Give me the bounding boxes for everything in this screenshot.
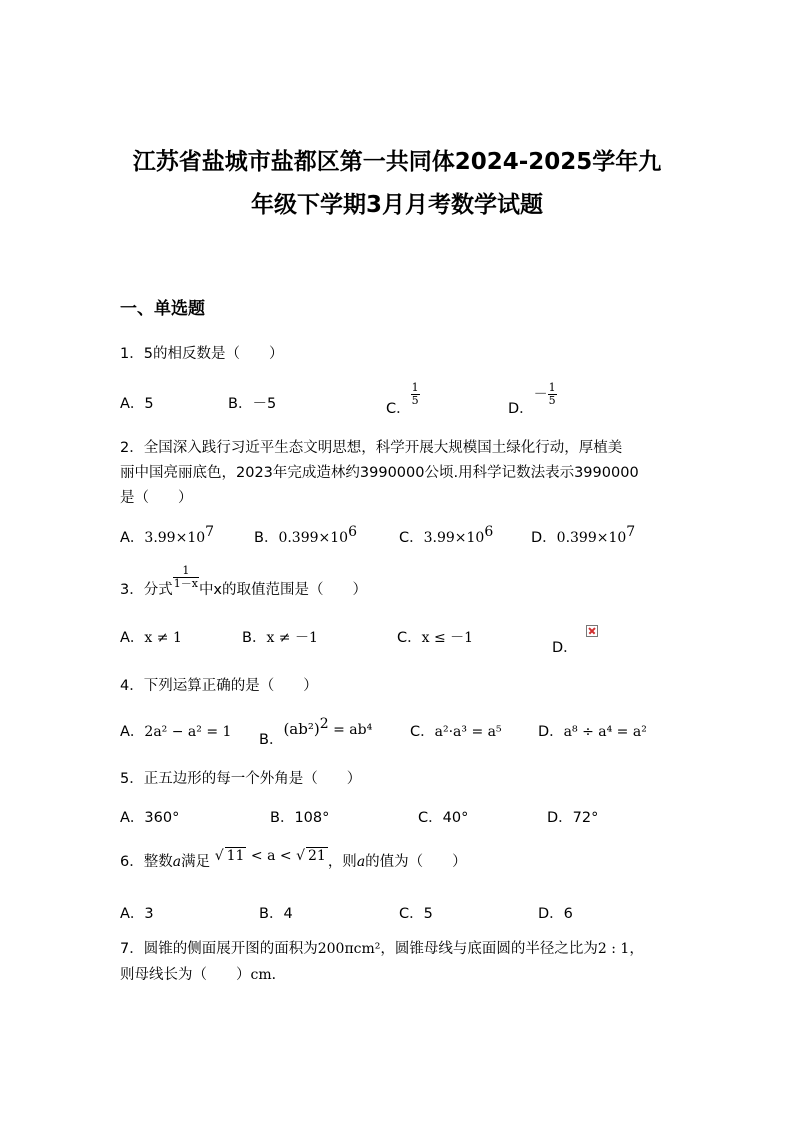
question-2-stem-line3: 是（ ） [120, 490, 193, 506]
question-1-option-b: B．－5 [228, 396, 277, 412]
document-title-line1: 江苏省盐城市盐都区第一共同体2024-2025学年九 [132, 149, 662, 175]
question-2-option-d: D．$0.399\times 10^7$ [531, 524, 636, 546]
fraction: $\frac{1}{1-x}$ [173, 564, 198, 590]
question-6-option-c: C．5 [399, 906, 433, 922]
question-5-option-b: B．108° [270, 810, 330, 826]
question-3-option-c: C．x ≤ －1 [397, 630, 474, 646]
question-1-option-d: D．－ $\frac{1}{5}$ [508, 381, 556, 417]
question-4-option-d: D．a⁸ ÷ a⁴ = a² [538, 724, 647, 740]
question-1-option-a: A．5 [120, 396, 154, 412]
question-7-stem-line1: 7．圆锥的侧面展开图的面积为200πcm²，圆锥母线与底面圆的半径之比为2 : 1， [120, 941, 644, 957]
question-1-option-c: C． $\frac{1}{5}$ [386, 381, 419, 417]
question-5-stem: 5．正五边形的每一个外角是（ ） [120, 771, 362, 787]
question-4-option-b: B．$(ab^2)^2 = ab^4$ [259, 716, 373, 748]
question-4-option-c: C．a²·a³ = a⁵ [410, 724, 502, 740]
question-6-option-a: A．3 [120, 906, 154, 922]
question-1-stem: 1．5的相反数是（ ） [120, 346, 284, 362]
question-2-stem-line2: 丽中国亮丽底色，2023年完成造林约3990000公顷.用科学记数法表示3990000 [120, 465, 639, 481]
question-2-option-b: B．$0.399\times 10^6$ [254, 524, 357, 546]
question-4-option-a: A．2a² − a² = 1 [120, 724, 232, 740]
question-5-option-c: C．40° [418, 810, 469, 826]
question-6-stem: 6．整数a满足 √ 11 < a < √ 21 ，则a的值为（ ） [120, 848, 467, 870]
question-6-option-b: B．4 [259, 906, 293, 922]
question-3-option-a: A．x ≠ 1 [120, 630, 182, 646]
question-5-option-a: A．360° [120, 810, 180, 826]
fraction: $\frac{1}{5}$ [411, 381, 419, 407]
section-heading: 一、单选题 [120, 299, 205, 319]
inequality: √ 11 < a < √ 21 [214, 848, 326, 864]
question-3-stem: 3．分式 $\frac{1}{1-x}$ 中x的取值范围是（ ） [120, 564, 368, 598]
broken-image-icon [586, 625, 598, 637]
question-6-option-d: D．6 [538, 906, 573, 922]
question-2-stem-line1: 2．全国深入践行习近平生态文明思想，科学开展大规模国土绿化行动，厚植美 [120, 440, 623, 456]
fraction: $\frac{1}{5}$ [548, 381, 556, 407]
question-3-option-b: B．x ≠ －1 [242, 630, 318, 646]
question-7-stem-line2: 则母线长为（ ）cm． [120, 967, 286, 983]
question-5-option-d: D．72° [547, 810, 599, 826]
document-title-line2: 年级下学期3月月考数学试题 [250, 192, 543, 218]
question-2-option-a: A．$3.99\times 10^7$ [120, 524, 215, 546]
question-4-stem: 4．下列运算正确的是（ ） [120, 678, 318, 694]
question-2-option-c: C．$3.99\times 10^6$ [399, 524, 494, 546]
question-3-option-d: D． [552, 640, 578, 656]
